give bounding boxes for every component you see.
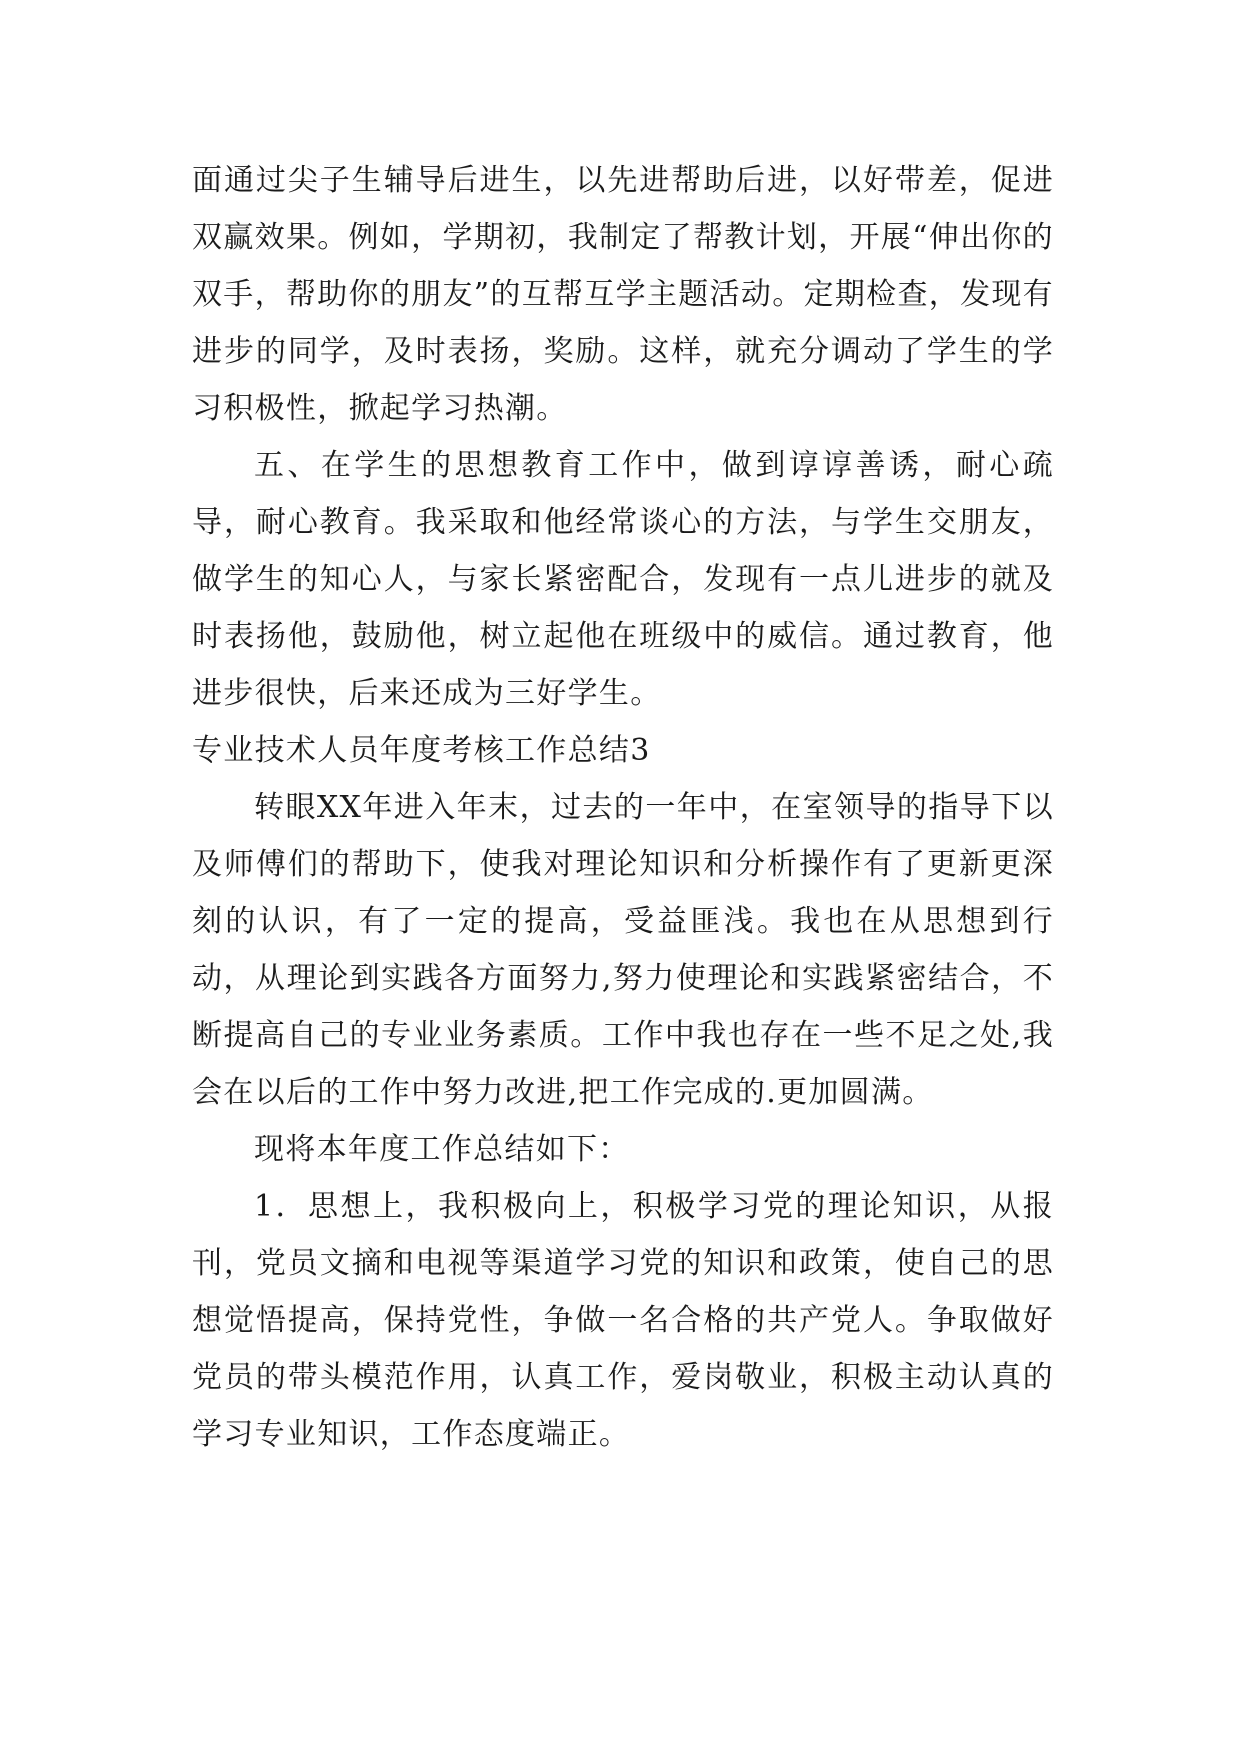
document-body	[192, 152, 1054, 1463]
paragraph-student-education: 五、在学生的思想教育工作中，做到谆谆善诱，耐心疏导，耐心教育。我采取和他经常谈心的方法，与学生交朋友，做学生的知心人，与家长紧密配合，发现有一点儿进步的就及时表扬他，鼓励他，树立起他在班级中的威信。通过教育，他进步很快，后来还成为三好学生。	[192, 448, 1054, 711]
paragraph-year-review: 转眼XX年进入年末，过去的一年中，在室领导的指导下以及师傅们的帮助下，使我对理论知识和分析操作有了更新更深刻的认识，有了一定的提高，受益匪浅。我也在从思想到行动，从理论到实践各方面努力,努力使理论和实践紧密结合，不断提高自己的专业业务素质。工作中我也存在一些不足之处,我会在以后的工作中努力改进,把工作完成的.更加圆满。	[192, 790, 1054, 1110]
paragraph-continuation: 面通过尖子生辅导后进生，以先进帮助后进，以好带差，促进双赢效果。例如，学期初，我制定了帮教计划，开展“伸出你的双手，帮助你的朋友”的互帮互学主题活动。定期检查，发现有进步的同学，及时表扬，奖励。这样，就充分调动了学生的学习积极性，掀起学习热潮。	[192, 163, 1054, 426]
section-heading: 专业技术人员年度考核工作总结3	[192, 733, 651, 768]
paragraph-summary-intro: 现将本年度工作总结如下：	[254, 1132, 630, 1167]
paragraph-point-1: 1．思想上，我积极向上，积极学习党的理论知识，从报刊，党员文摘和电视等渠道学习党的知识和政策，使自己的思想觉悟提高，保持党性，争做一名合格的共产党人。争取做好党员的带头模范作用，认真工作，爱岗敬业，积极主动认真的学习专业知识，工作态度端正。	[192, 1189, 1054, 1452]
